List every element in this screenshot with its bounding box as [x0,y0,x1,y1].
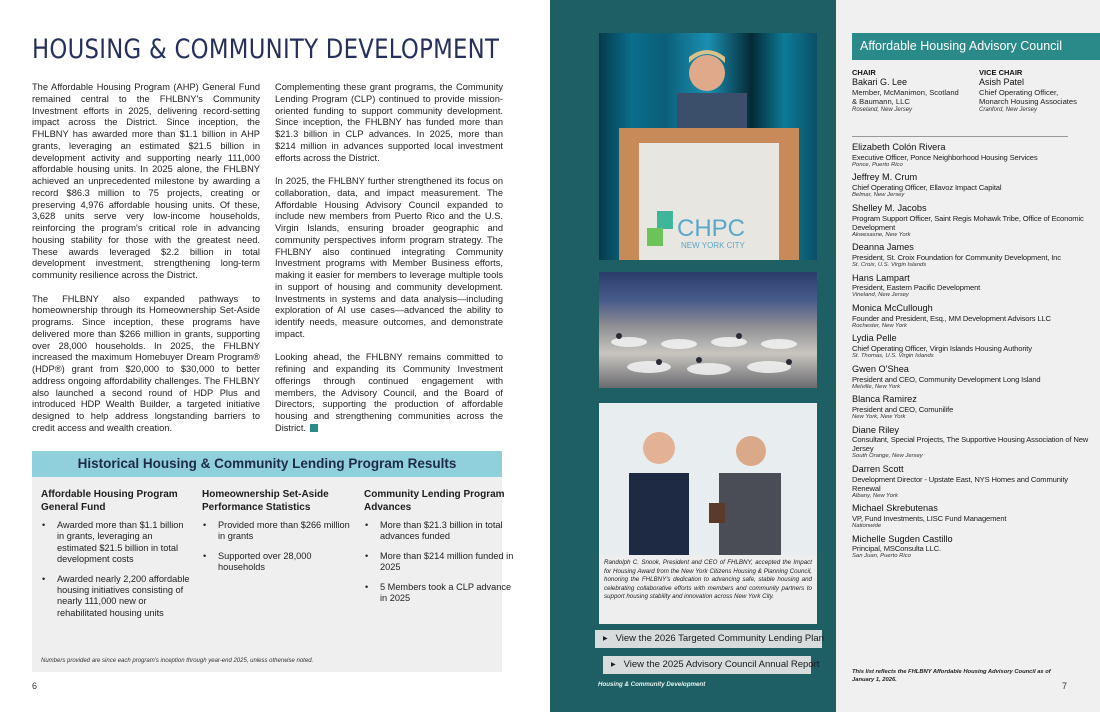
member-name: Hans Lampart [852,272,910,283]
chair-location: Roseland, New Jersey [852,106,913,113]
member-location: Albany, New York [852,492,898,499]
member-title: VP, Fund Investments, LISC Fund Management [852,514,1007,524]
council-member [852,464,1096,500]
member-name: Elizabeth Colón Rivera [852,142,946,152]
member-location: Belmar, New Jersey [852,192,905,199]
paragraph-text: Looking ahead, the FHLBNY remains committed to refining and expanding its Community Investment offerings through continued engagement with members, the Advisory Council, and the Board of Directors, supporting the production of affordable housing and strengthening communities across the District. [275,352,503,433]
section-footer: Housing & Community Development [598,681,706,688]
council-member [852,303,1096,330]
member-title: Program Support Officer, Saint Regis Mohawk Tribe, Office of Economic Development [852,213,1084,232]
page-number: 6 [32,681,38,691]
member-title: Consultant, Special Projects, The Supportive Housing Association of New Jersey [852,435,1089,454]
member-location: St. Croix, U.S. Virgin Islands [852,261,927,268]
page-title: HOUSING & COMMUNITY DEVELOPMENT [32,34,500,65]
speaker-photo [599,33,817,260]
results-item: • 5 Members took a CLP advance in 2025 [364,582,514,605]
council-member [852,333,1096,360]
council-member [852,172,1096,199]
member-location: Rochester, New York [852,322,907,329]
member-title: President, Eastern Pacific Development [852,283,981,293]
council-member [852,273,1096,300]
vice-chair-location: Cranford, New Jersey [979,106,1038,113]
member-name: Michael Skrebutenas [852,503,938,514]
council-member [852,534,1096,561]
member-title: Principal, MSConsulta LLC. [852,544,941,554]
end-mark-icon [310,424,318,432]
member-title: Chief Operating Officer, Virgin Islands Housing Authority [852,344,1032,354]
advisory-council-report-link[interactable] [603,656,820,674]
page-number: 7 [1062,681,1068,691]
results-box [32,477,514,672]
photo-panel [550,0,836,712]
paragraph: The Affordable Housing Program (AHP) General Fund remained central to the FHLBNY's Community Investment efforts in 2025, delivering record-setting impact across the District. Since inception, the FHLBNY has awarded more than $1.1 billion in AHP grants, leveraging an estimated $21.5 billion in development activity and supporting nearly 111,000 affordable housing units. In 2025 alone, the FHLBNY achieved an unprecedented milestone by awarding a record $86.3 million to 75 projects, creating or preserving 4,976 affordable housing units. Of these, 3,628 units serve very low-income households, reinforcing the program's critical role in advancing housing stability for those with the greatest need. These awards leveraged $2.2 billion in total development investment, strengthening long-term community resilience across the District. [32,82,260,280]
member-title: President and CEO, Comunilife [852,404,954,414]
member-location: San Juan, Puerto Rico [852,553,911,560]
member-name: Diane Riley [852,424,899,435]
council-member [852,364,1096,391]
results-item: • Awarded nearly 2,200 affordable housing initiatives consisting of nearly 111,000 new or rehabilitated housing units [41,574,191,620]
paragraph: The FHLBNY also expanded pathways to homeownership through its Homeownership Set-Aside programs. Since inception, these programs have delivered more than $266 million in grants, supporting over 28,000 households. In 2025, the FHLBNY increased the maximum Homebuyer Dream Program® (HDP®) grant from $20,000 to $30,000 to better address ongoing affordability challenges. The FHLBNY also launched a second round of HDP Plus and introduced HDP Wealth Builder, a targeted initiative designed to help address longstanding barriers to credit access and wealth creation. [32,293,260,433]
link-label: View the 2026 Targeted Community Lending Plan [615,633,824,644]
vice-chair-title: Chief Operating Officer, Monarch Housing Associates [979,88,1077,107]
paragraph [275,352,503,434]
play-triangle-icon: ▶ [603,636,608,642]
results-column-clp [364,488,514,612]
council-member [852,503,1096,530]
member-name: Blanca Ramirez [852,394,917,405]
member-name: Shelley M. Jacobs [852,202,927,213]
podium-logo: CHPC [677,215,746,242]
member-location: Akwesasne, New York [852,231,911,238]
member-name: Darren Scott [852,463,904,474]
award-photo [599,403,817,555]
results-item: • Provided more than $266 million in grants [202,520,352,543]
council-list-area [852,142,1096,684]
member-title: President, St. Croix Foundation for Community Development, Inc [852,252,1061,262]
results-item: • More than $21.3 billion in total advances funded [364,520,514,543]
results-item: • Supported over 28,000 households [202,551,352,574]
council-member [852,203,1096,239]
link-label: View the 2025 Advisory Council Annual Report [623,659,820,670]
targeted-lending-plan-link[interactable] [595,630,822,648]
vice-chair-label: VICE CHAIR [979,68,1023,77]
results-item: • Awarded more than $1.1 billion in grants, leveraging an estimated $21.5 billion in total development costs [41,520,191,566]
member-name: Jeffrey M. Crum [852,172,918,183]
results-column-ahp [41,488,191,627]
member-name: Monica McCullough [852,302,933,313]
play-triangle-icon: ▶ [611,662,616,668]
podium-logo-sub: NEW YORK CITY [681,241,745,250]
council-member [852,394,1096,421]
council-member [852,425,1096,461]
divider [852,136,1068,137]
member-location: Vineland, New Jersey [852,292,909,299]
text-column-1 [32,82,260,446]
results-heading: Homeownership Set-Aside Performance Statistics [202,489,329,513]
member-title: Development Director - Upstate East, NYS Homes and Community Renewal [852,474,1068,493]
text-column-2 [275,82,503,446]
member-name: Deanna James [852,242,914,253]
results-note: Numbers provided are since each program's inception through year-end 2025, unless otherwise noted. [41,658,314,664]
council-member [852,142,1096,169]
event-photo [599,272,817,388]
member-title: Founder and President, Esq., MM Development Advisors LLC [852,313,1051,323]
photo-caption: Randolph C. Snook, President and CEO of FHLBNY, accepted the Impact for Housing Award from the New York Citizens Housing & Planning Council, honoring the FHLBNY's dedication to advancing safe, stable housing and celebrating collaborative efforts with members and community partners to support housing stability and innovation across New York City. [599,555,817,624]
vice-chair-name: Asish Patel [979,77,1025,87]
member-location: Melville, New York [852,383,901,390]
results-item: • More than $214 million funded in 2025 [364,551,514,574]
member-title: President and CEO, Community Development Long Island [852,374,1041,384]
member-title: Executive Officer, Ponce Neighborhood Housing Services [852,152,1038,162]
council-members [852,142,1096,564]
chair-name: Bakari G. Lee [852,77,908,87]
member-name: Michelle Sugden Castillo [852,533,953,544]
results-heading: Community Lending Program Advances [364,489,505,513]
member-name: Lydia Pelle [852,333,897,344]
paragraph: In 2025, the FHLBNY further strengthened its focus on collaboration, data, and impact measurement. The Affordable Housing Advisory Council expanded to include new members from Puerto Rico and the U.S. Virgin Islands, ensuring broader geographic and community perspectives inform program strategy. The FHLBNY also continued integrating Community Investment programs with Member Business efforts, making it easier for members to leverage multiple tools in support of housing and community development. Investments in systems and data analysis—including exploration of AI use cases—advanced the ability to identify needs, measure outcomes, and demonstrate impact. [275,176,503,339]
member-location: South Orange, New Jersey [852,453,923,460]
member-location: New York, New York [852,413,906,420]
council-member [852,242,1096,269]
right-page [836,0,1100,712]
results-heading: Affordable Housing Program General Fund [41,489,178,513]
chair [852,68,964,113]
member-location: St. Thomas, U.S. Virgin Islands [852,353,934,360]
council-header: Affordable Housing Advisory Council [852,33,1100,60]
member-location: Nationwide [852,523,882,530]
council-note: This list reflects the FHLBNY Affordable Housing Advisory Council as of January 1, 2026. [852,669,1051,683]
chair-title: Member, McManimon, Scotland & Baumann, LLC [852,88,959,107]
member-location: Ponce, Puerto Rico [852,161,903,168]
results-column-homeownership [202,488,352,582]
member-title: Chief Operating Officer, Ellavoz Impact Capital [852,183,1002,193]
results-box-title: Historical Housing & Community Lending Program Results [32,451,502,477]
paragraph: Complementing these grant programs, the Community Lending Program (CLP) continued to provide mission-oriented funding to support community development. Since inception, the FHLBNY has funded more than $21.3 billion in CLP advances. In 2025, more than $214 million in advances supported local investment efforts across the District. [275,82,503,163]
member-name: Gwen O'Shea [852,363,909,374]
vice-chair [979,68,1079,113]
chair-label: CHAIR [852,68,876,77]
